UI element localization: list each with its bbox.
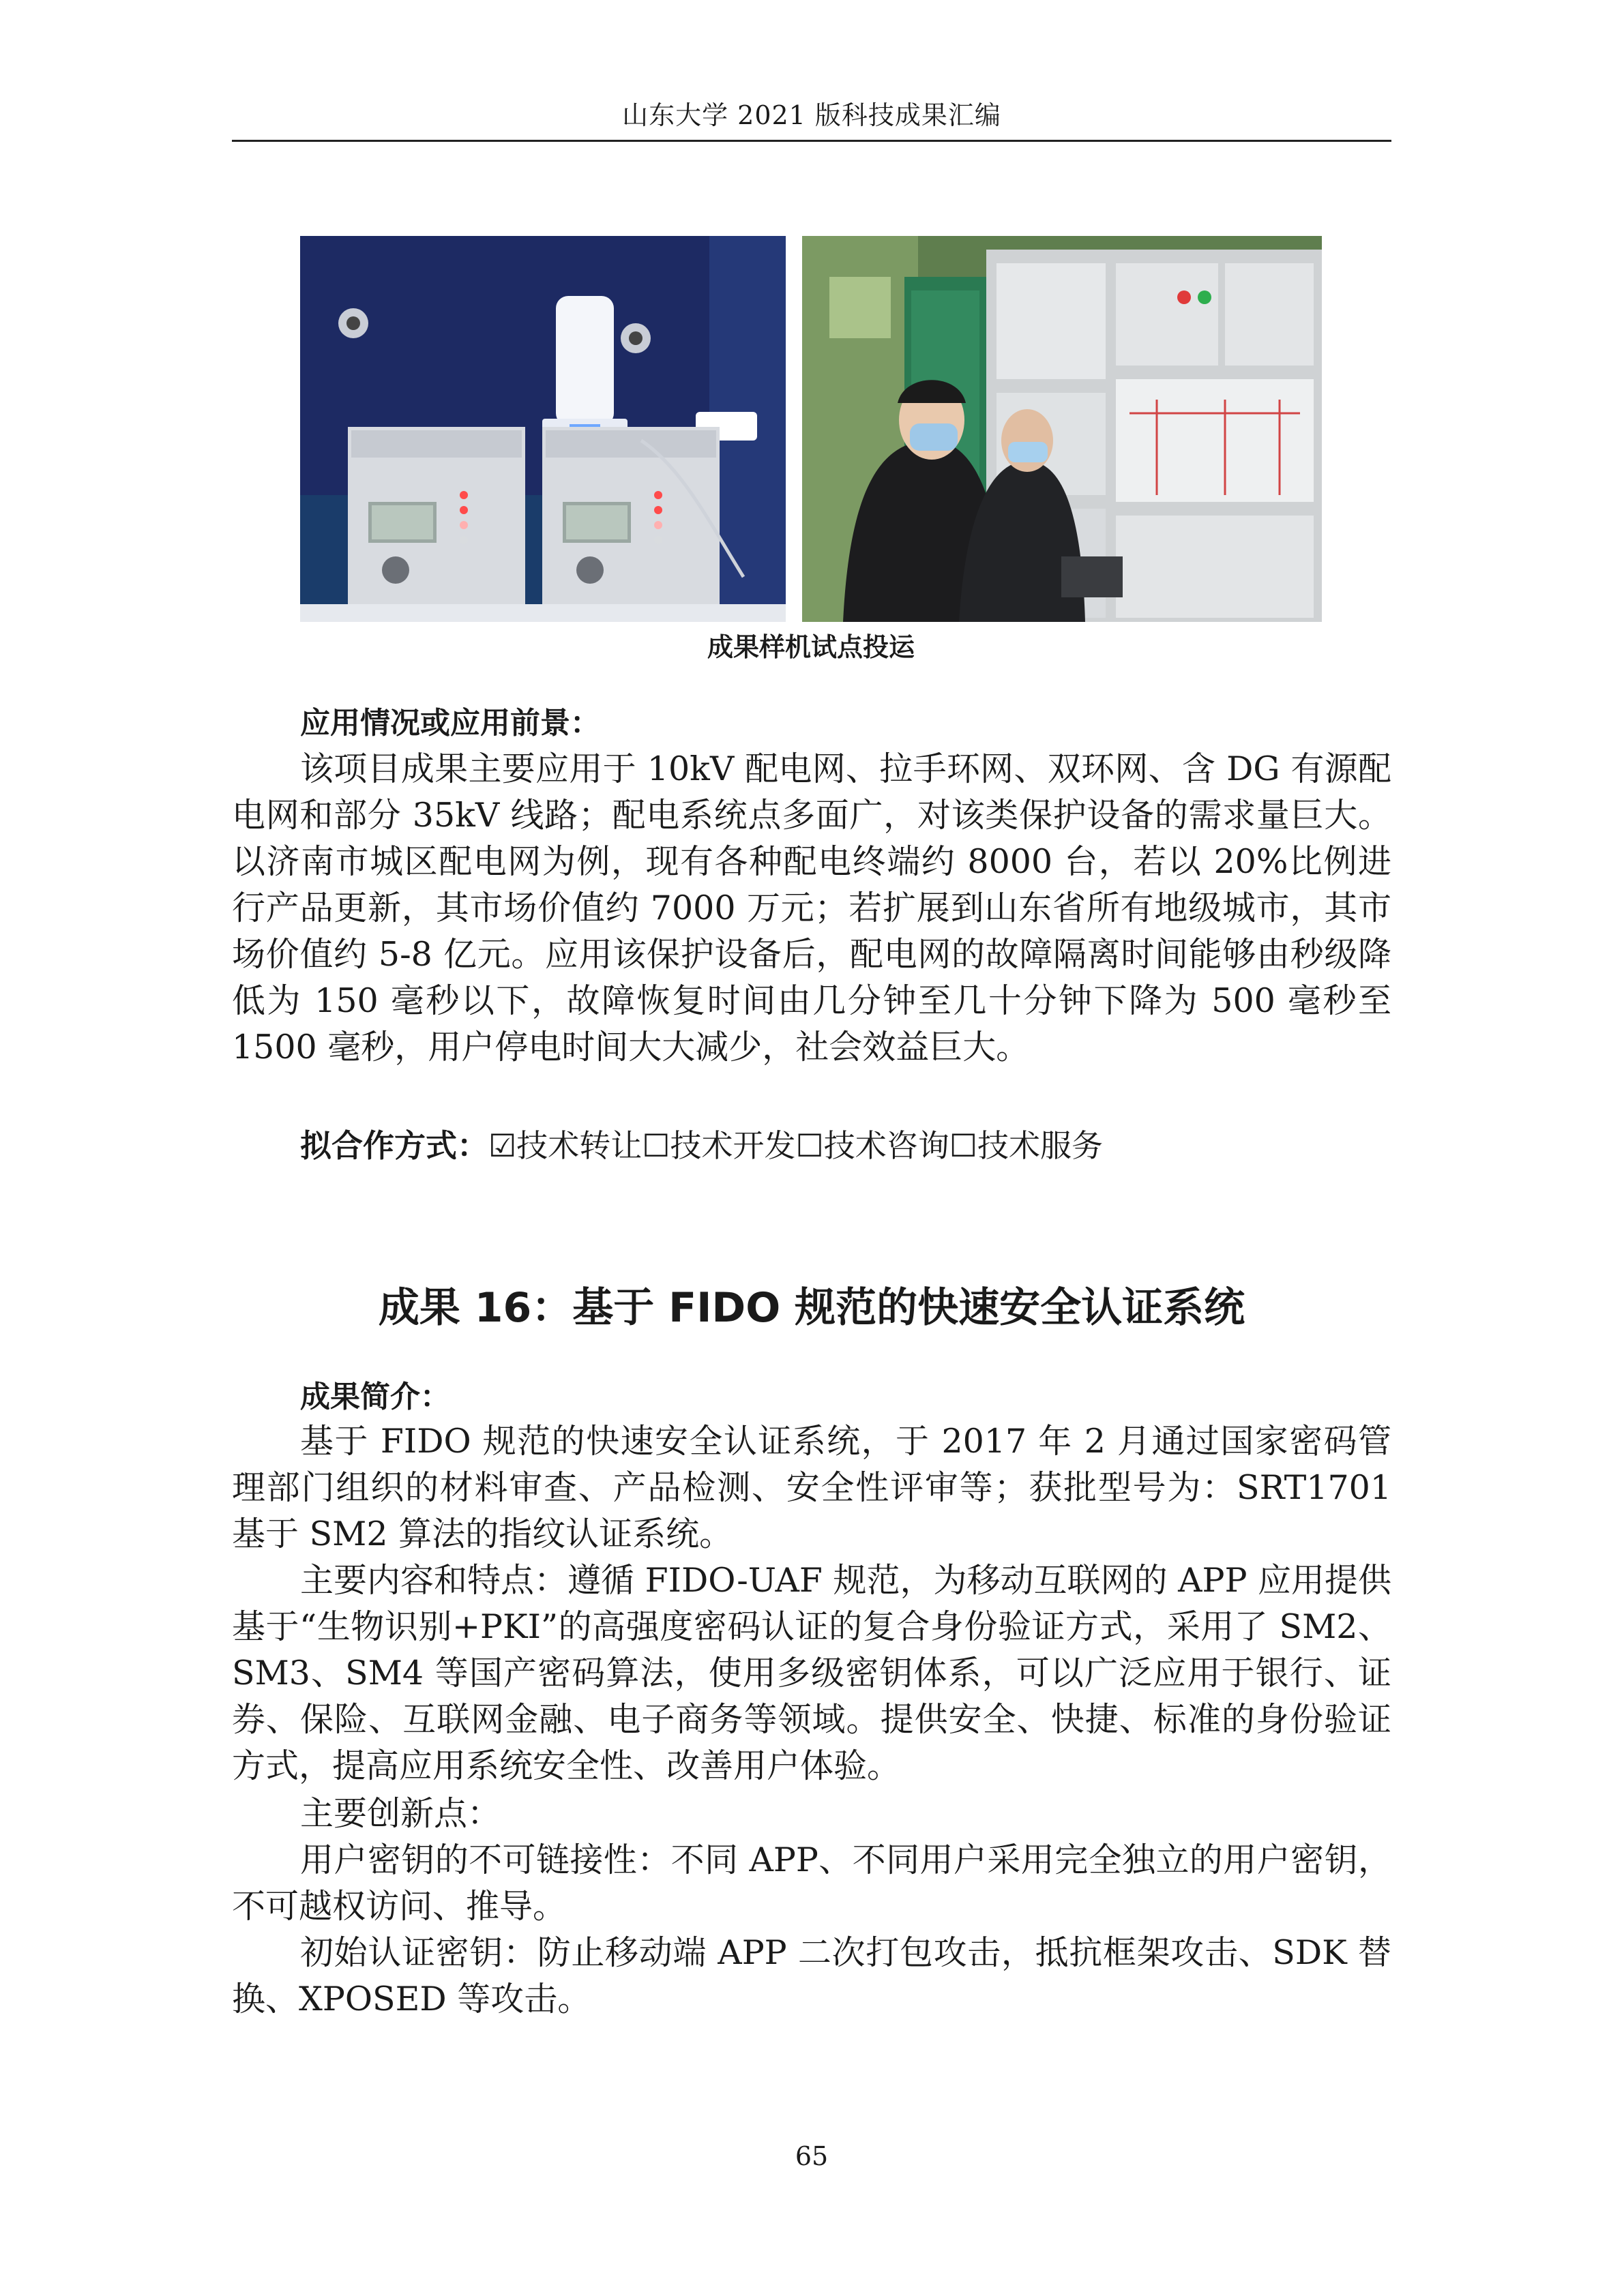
innovation-paragraph-1: 用户密钥的不可链接性：不同 APP、不同用户采用完全独立的用户密钥，不可越权访问、推导。 [232, 1840, 1391, 1926]
photo-protection-devices [300, 236, 786, 622]
photo-switchgear-site-illustration [802, 236, 1322, 622]
cooperation-label: 拟合作方式： [300, 1127, 488, 1164]
application-paragraph: 该项目成果主要应用于 10kV 配电网、拉手环网、双环网、含 DG 有源配电网和部分 35kV 线路；配电系统点多面广，对该类保护设备的需求量巨大。以济南市城区配电网为例，现有各种配电终端约 8000 台，若以 20%比例进行产品更新，其市场价值约 7000 万元；若扩展到山东省所有地级城市，其市场价值约 5-8 亿元。应用该保护设备后，配电网的故障隔离时间能够由秒级降低为 150 毫秒以下，故障恢复时间由几分钟至几十分钟下降为 500 毫秒至 1500 毫秒，用户停电时间大大减少，社会效益巨大。 [232, 749, 1391, 1067]
innovation-heading: 主要创新点： [300, 1794, 501, 1833]
photo-switchgear-site [802, 236, 1322, 622]
page-number: 65 [795, 2141, 829, 2171]
running-header: 山东大学 2021 版科技成果汇编 [622, 100, 1001, 130]
application-heading: 应用情况或应用前景： [300, 706, 600, 741]
figure-caption: 成果样机试点投运 [707, 632, 915, 662]
intro-heading: 成果简介： [300, 1380, 450, 1414]
intro-paragraph-1: 基于 FIDO 规范的快速安全认证系统，于 2017 年 2 月通过国家密码管理部门组织的材料审查、产品检测、安全性评审等；获批型号为：SRT1701 基于 SM2 算法的指纹认证系统。 [232, 1422, 1391, 1553]
photo-protection-devices-illustration [300, 236, 786, 622]
intro-paragraph-2: 主要内容和特点：遵循 FIDO-UAF 规范，为移动互联网的 APP 应用提供基于“生物识别+PKI”的高强度密码认证的复合身份验证方式，采用了 SM2、SM3、SM4 等国产密码算法，使用多级密钥体系，可以广泛应用于银行、证券、保险、互联网金融、电子商务等领域。提供安全、快捷、标准的身份验证方式，提高应用系统安全性、改善用户体验。 [232, 1561, 1391, 1785]
header-rule [232, 140, 1391, 142]
innovation-paragraph-2: 初始认证密钥：防止移动端 APP 二次打包攻击，抵抗框架攻击、SDK 替换、XPOSED 等攻击。 [232, 1933, 1391, 2018]
achievement-title: 成果 16：基于 FIDO 规范的快速安全认证系统 [378, 1284, 1245, 1332]
cooperation-line [300, 1121, 1103, 1166]
cooperation-options: ☑技术转让☐技术开发☐技术咨询☐技术服务 [488, 1127, 1103, 1164]
